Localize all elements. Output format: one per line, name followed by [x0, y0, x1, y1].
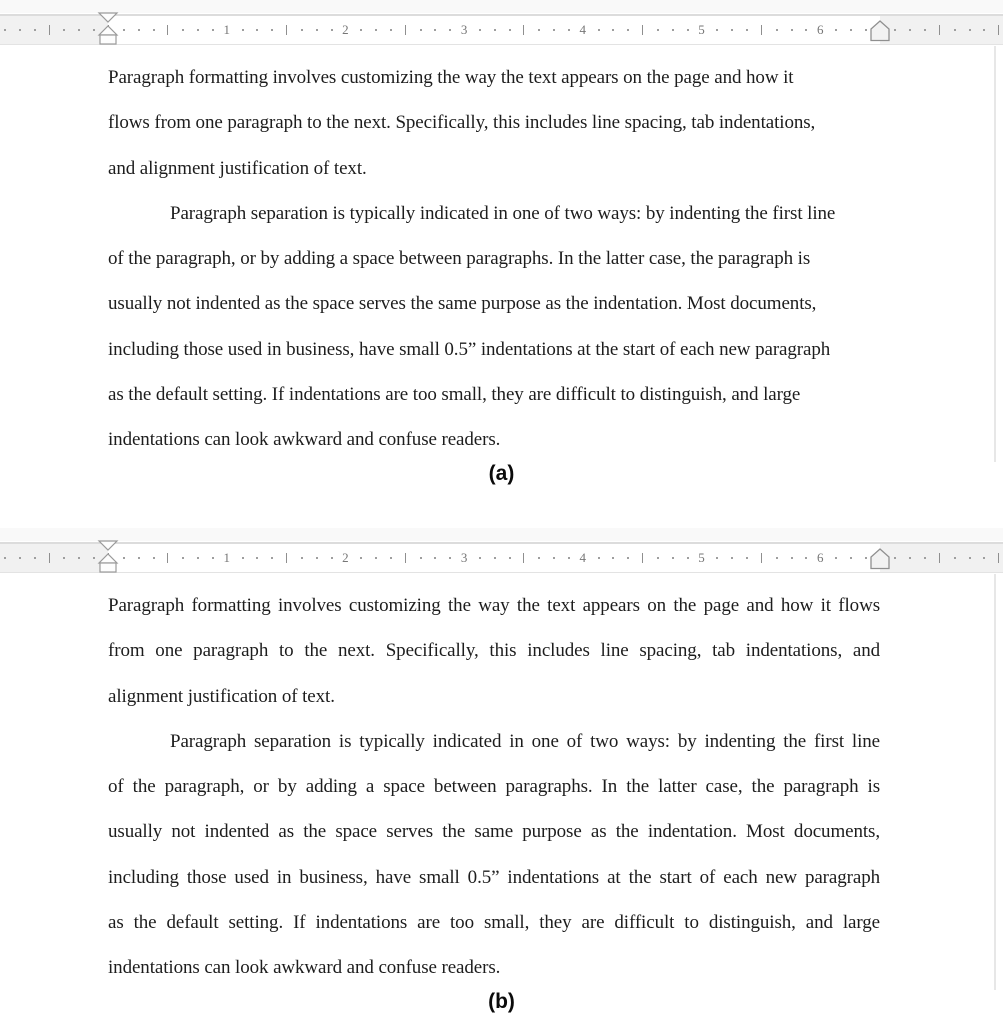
ruler-tick — [449, 29, 451, 31]
ruler-tick — [746, 29, 748, 31]
ruler-tick — [138, 557, 140, 559]
ruler-tick — [909, 29, 911, 31]
first-line-indent-icon[interactable] — [99, 541, 117, 550]
text-line[interactable]: Paragraph separation is typically indicated in one of two ways: by indenting the first line — [170, 202, 836, 224]
text-line[interactable]: as the default setting. If indentations are too small, they are difficult to distinguish, and large — [108, 912, 880, 934]
ruler-tick — [375, 29, 377, 31]
ruler-tick — [998, 25, 999, 35]
ruler-tick — [776, 29, 778, 31]
ruler-tick — [568, 557, 570, 559]
ruler-tick — [894, 29, 896, 31]
ruler-tick — [405, 25, 406, 35]
horizontal-ruler[interactable] — [0, 542, 1003, 573]
ruler-number: 6 — [816, 550, 824, 565]
text-line[interactable]: Paragraph separation is typically indicated in one of two ways: by indenting the first line — [170, 730, 880, 752]
ruler-tick — [434, 557, 436, 559]
ruler-tick — [523, 25, 524, 35]
ruler-tick — [390, 557, 392, 559]
ruler-tick — [509, 557, 511, 559]
ruler-tick — [4, 557, 6, 559]
ruler-tick — [212, 29, 214, 31]
ruler-tick — [835, 557, 837, 559]
ruler-tick — [123, 29, 125, 31]
ruler-tick — [850, 29, 852, 31]
text-line[interactable]: Paragraph formatting involves customizing the way the text appears on the page and how it flows — [108, 595, 880, 616]
ruler-tick — [894, 557, 896, 559]
ruler-tick — [316, 557, 318, 559]
ruler-tick — [939, 553, 940, 563]
ruler-tick — [390, 29, 392, 31]
ruler-number: 3 — [460, 550, 468, 565]
ruler-tick — [63, 557, 65, 559]
ruler-tick — [360, 29, 362, 31]
ruler-tick — [983, 29, 985, 31]
ruler-tick — [776, 557, 778, 559]
ruler-tick — [568, 29, 570, 31]
ruler-tick — [865, 557, 867, 559]
ruler-tick — [538, 29, 540, 31]
ruler-number: 1 — [223, 550, 230, 565]
page-edge-line — [994, 574, 996, 990]
ruler-tick — [138, 29, 140, 31]
ruler-tick — [360, 557, 362, 559]
ruler-tick — [49, 553, 50, 563]
ruler-tick — [553, 29, 555, 31]
ruler-tick — [405, 553, 406, 563]
ruler-tick — [434, 29, 436, 31]
ruler-tick — [924, 29, 926, 31]
ruler-tick — [627, 557, 629, 559]
first-line-and-hanging-indent-marker[interactable] — [96, 12, 120, 46]
ruler-tick — [301, 29, 303, 31]
text-line[interactable]: including those used in business, have small 0.5” indentations at the start of each new paragraph — [108, 866, 880, 888]
ruler-tick — [286, 553, 287, 563]
ruler-tick — [153, 557, 155, 559]
ruler-tick — [924, 557, 926, 559]
ruler-number: 4 — [579, 22, 587, 37]
ruler-tick — [909, 557, 911, 559]
ruler-tick — [167, 553, 168, 563]
ruler-tick — [78, 557, 80, 559]
ruler-tick — [286, 25, 287, 35]
ruler-tick — [375, 557, 377, 559]
ruler-tick — [197, 29, 199, 31]
ruler-tick — [791, 29, 793, 31]
ruler-tick — [761, 553, 762, 563]
panel-a-caption: (a) — [488, 462, 515, 485]
ruler-tick — [865, 29, 867, 31]
ruler-tick — [642, 553, 643, 563]
ruler-tick — [197, 557, 199, 559]
left-indent-icon[interactable] — [100, 35, 116, 44]
text-line[interactable]: indentations can look awkward and confuse readers. — [108, 429, 501, 451]
above-ruler-strip — [0, 0, 1003, 13]
ruler-number: 2 — [342, 22, 349, 37]
ruler-tick — [657, 29, 659, 31]
ruler-tick — [242, 557, 244, 559]
ruler-tick — [687, 557, 689, 559]
ruler-tick — [123, 557, 125, 559]
document-text-area[interactable] — [108, 55, 880, 463]
ruler-number: 1 — [223, 22, 230, 37]
text-line[interactable]: from one paragraph to the next. Specifically, this includes line spacing, tab indentations, and — [108, 640, 880, 662]
ruler-tick — [34, 557, 36, 559]
ruler-number: 4 — [579, 550, 587, 565]
text-line[interactable]: including those used in business, have small 0.5” indentations at the start of each new paragraph — [108, 338, 831, 360]
ruler-tick — [316, 29, 318, 31]
horizontal-ruler[interactable] — [0, 14, 1003, 45]
ruler-tick — [182, 557, 184, 559]
ruler-number: 5 — [698, 550, 705, 565]
ruler-tick — [835, 29, 837, 31]
ruler-tick — [969, 557, 971, 559]
ruler-tick — [627, 29, 629, 31]
ruler-number: 2 — [342, 550, 349, 565]
ruler-tick — [850, 557, 852, 559]
right-indent-marker[interactable] — [868, 12, 892, 46]
ruler-tick — [642, 25, 643, 35]
text-line[interactable]: Paragraph formatting involves customizing the way the text appears on the page and how it — [108, 67, 794, 88]
ruler-tick — [19, 557, 21, 559]
ruler-tick — [761, 25, 762, 35]
ruler-tick — [969, 29, 971, 31]
ruler-tick — [716, 557, 718, 559]
hanging-indent-icon[interactable] — [99, 26, 117, 35]
first-line-and-hanging-indent-marker[interactable] — [96, 540, 120, 574]
ruler-tick — [954, 29, 956, 31]
ruler-tick — [93, 29, 95, 31]
ruler-tick — [716, 29, 718, 31]
ruler-number: 3 — [460, 22, 468, 37]
ruler-tick — [983, 557, 985, 559]
ruler-tick — [331, 557, 333, 559]
panel-b-caption: (b) — [488, 990, 515, 1013]
ruler-tick — [331, 29, 333, 31]
ruler-tick — [271, 29, 273, 31]
text-line[interactable]: of the paragraph, or by adding a space between paragraphs. In the latter case, the paragraph is — [108, 776, 880, 798]
ruler-tick — [672, 557, 674, 559]
ruler-tick — [612, 29, 614, 31]
ruler-tick — [78, 29, 80, 31]
ruler-tick — [4, 29, 6, 31]
ruler-tick — [731, 557, 733, 559]
ruler-tick — [805, 557, 807, 559]
first-line-indent-icon[interactable] — [99, 13, 117, 22]
ruler-tick — [553, 557, 555, 559]
ruler-tick — [301, 557, 303, 559]
ruler-tick — [420, 29, 422, 31]
ruler-tick — [612, 557, 614, 559]
document-text-area[interactable] — [108, 583, 880, 991]
text-line[interactable]: and alignment justification of text. — [108, 157, 367, 179]
ruler-tick — [420, 557, 422, 559]
right-indent-icon[interactable] — [871, 549, 889, 569]
ruler-tick — [598, 29, 600, 31]
ruler-tick — [242, 29, 244, 31]
ruler-tick — [494, 29, 496, 31]
text-line[interactable]: alignment justification of text. — [108, 685, 335, 707]
right-indent-icon[interactable] — [871, 21, 889, 41]
ruler-tick — [49, 25, 50, 35]
ruler-tick — [598, 557, 600, 559]
text-line[interactable]: usually not indented as the space serves the same purpose as the indentation. Most documents, — [108, 293, 817, 315]
text-line[interactable]: as the default setting. If indentations are too small, they are difficult to distinguish, and large — [108, 384, 801, 406]
text-line[interactable]: of the paragraph, or by adding a space between paragraphs. In the latter case, the paragraph is — [108, 248, 811, 270]
ruler-tick — [167, 25, 168, 35]
ruler-tick — [523, 553, 524, 563]
ruler-tick — [939, 25, 940, 35]
page-edge-line — [994, 46, 996, 462]
ruler-tick — [731, 29, 733, 31]
ruler-tick — [449, 557, 451, 559]
ruler-tick — [672, 29, 674, 31]
ruler-tick — [746, 557, 748, 559]
panel-b-screenshot — [0, 528, 1003, 1024]
ruler-tick — [153, 29, 155, 31]
ruler-tick — [494, 557, 496, 559]
ruler-tick — [182, 29, 184, 31]
ruler-tick — [538, 557, 540, 559]
ruler-tick — [509, 29, 511, 31]
text-line[interactable]: indentations can look awkward and confuse readers. — [108, 957, 501, 979]
ruler-tick — [479, 557, 481, 559]
ruler-tick — [212, 557, 214, 559]
ruler-tick — [791, 557, 793, 559]
ruler-tick — [687, 29, 689, 31]
ruler-tick — [271, 557, 273, 559]
right-indent-marker[interactable] — [868, 540, 892, 574]
ruler-number: 6 — [816, 22, 824, 37]
ruler-tick — [19, 29, 21, 31]
text-line[interactable]: flows from one paragraph to the next. Specifically, this includes line spacing, tab indentations, — [108, 112, 816, 134]
text-line[interactable]: usually not indented as the space serves the same purpose as the indentation. Most documents, — [108, 821, 880, 843]
ruler-number: 5 — [698, 22, 705, 37]
ruler-tick — [805, 29, 807, 31]
ruler-tick — [954, 557, 956, 559]
ruler-tick — [479, 29, 481, 31]
above-ruler-strip — [0, 528, 1003, 541]
ruler-tick — [256, 557, 258, 559]
hanging-indent-icon[interactable] — [99, 554, 117, 563]
ruler-tick — [998, 553, 999, 563]
ruler-tick — [93, 557, 95, 559]
ruler-tick — [63, 29, 65, 31]
left-indent-icon[interactable] — [100, 563, 116, 572]
ruler-tick — [256, 29, 258, 31]
ruler-tick — [34, 29, 36, 31]
ruler-tick — [657, 557, 659, 559]
